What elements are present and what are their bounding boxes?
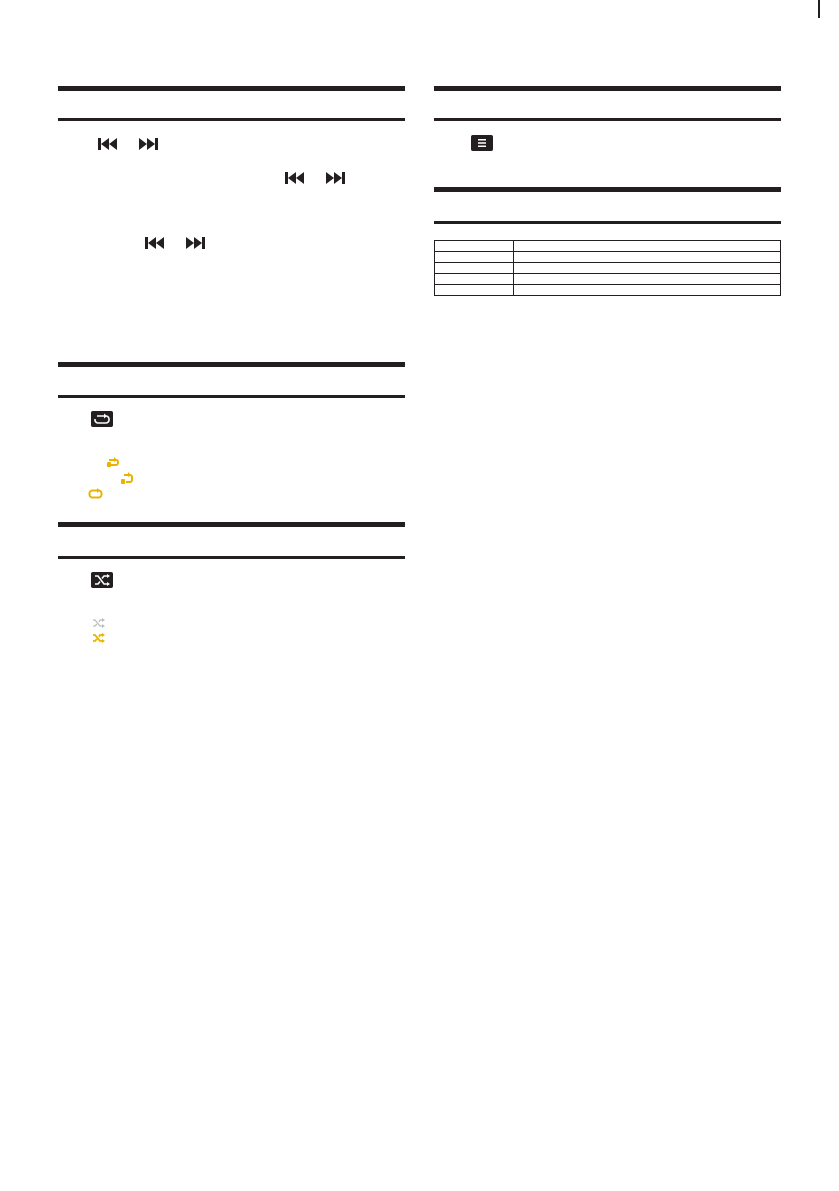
skip-previous-icon[interactable] (144, 236, 166, 250)
table-row (435, 263, 781, 274)
section-rule-thin (58, 118, 405, 121)
table-cell-value (514, 274, 781, 285)
skip-previous-icon[interactable] (97, 137, 119, 151)
repeat-icon[interactable] (91, 411, 113, 427)
skip-next-icon[interactable] (137, 137, 159, 151)
table-cell-value (514, 263, 781, 274)
skip-previous-icon[interactable] (284, 171, 306, 185)
shuffle-on-icon (92, 632, 106, 644)
table-cell-value (514, 252, 781, 263)
binding-mark (818, 0, 820, 18)
table-cell-key (435, 274, 514, 285)
skip-next-icon[interactable] (324, 171, 346, 185)
table-row (435, 252, 781, 263)
table-cell-value (514, 285, 781, 296)
section-rule-thick (434, 187, 781, 192)
table-cell-value (514, 241, 781, 252)
table-cell-key (435, 241, 514, 252)
section-rule-thick (58, 86, 405, 91)
spec-table (434, 240, 781, 296)
repeat-one-icon (106, 456, 120, 468)
section-rule-thin (434, 118, 781, 121)
table-row (435, 241, 781, 252)
repeat-one-icon (120, 472, 134, 485)
section-rule-thick (58, 522, 405, 527)
table-cell-key (435, 252, 514, 263)
section-rule-thick (434, 86, 781, 91)
section-rule-thin (434, 221, 781, 224)
menu-icon[interactable] (471, 135, 493, 151)
table-cell-key (435, 285, 514, 296)
shuffle-off-icon (92, 617, 106, 629)
shuffle-icon[interactable] (91, 572, 113, 588)
section-rule-thin (58, 556, 405, 559)
section-rule-thin (58, 395, 405, 398)
table-cell-key (435, 263, 514, 274)
repeat-all-icon (88, 488, 103, 500)
section-rule-thick (58, 362, 405, 367)
table-row (435, 285, 781, 296)
skip-next-icon[interactable] (184, 236, 206, 250)
table-row (435, 274, 781, 285)
